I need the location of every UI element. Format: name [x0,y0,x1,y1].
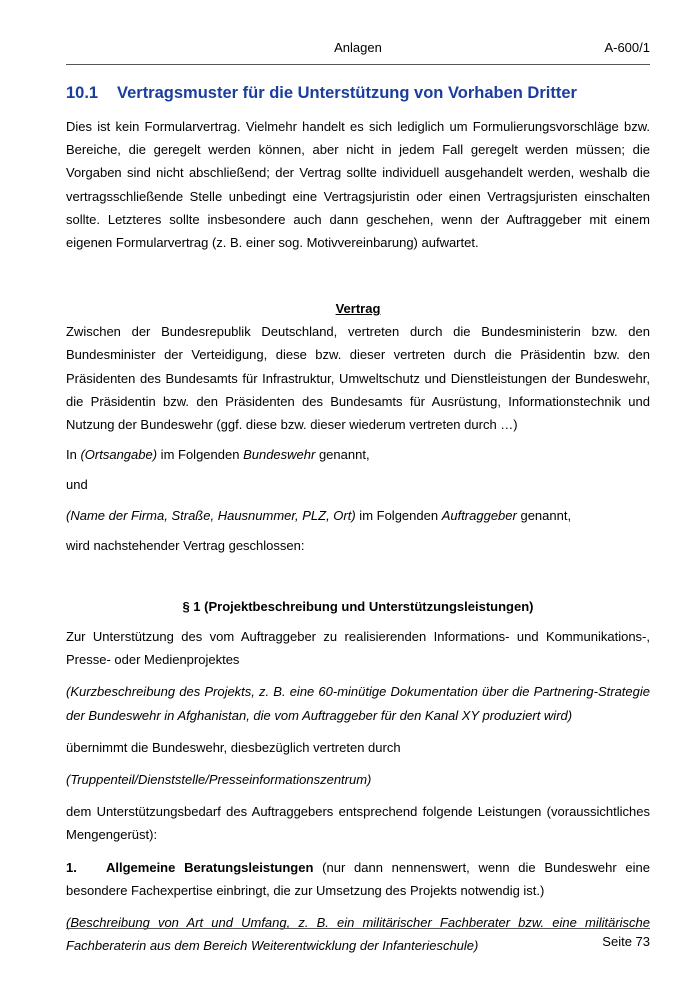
paragraph-1-text-1: Zur Unterstützung des vom Auftraggeber zu realisierenden Informations- und Kommunikations-, Presse- oder Medienprojektes [66,629,650,668]
page-header [66,40,650,60]
header-section-label: Anlagen [334,40,382,55]
paragraph-1-example-2: (Truppenteil/Dienststelle/Presseinformationszentrum) [66,772,372,788]
contract-title: Vertrag [335,301,381,317]
intro-paragraph: Dies ist kein Formularvertrag. Vielmehr handelt es sich lediglich um Formulierungsvorschläge bzw. Bereiche, die geregelt werden können, aber nicht in jedem Fall geregelt werden müssen; die Vorgaben sind nicht abschließend; der Vertrag sollte individuell ausgehandelt werden, weshalb die vertragsschließende Stelle unbedingt eine Vertragsjuristin oder einen Vertragsjuristen einschalten sollte. Letzteres sollte insbesondere auch dann geschehen, wenn der Auftraggeber mit einem eigenen Formularvertrag (z. B. einer sog. Motivvereinbarung) aufwartet. [66,119,650,251]
list-item [66,856,650,902]
header-document-code: A-600/1 [604,40,650,55]
place-placeholder: (Ortsangabe) [80,447,158,463]
paragraph-1-text-3: dem Unterstützungsbedarf des Auftraggebers entsprechend folgende Leistungen (voraussichtliches Mengengerüst): [66,804,650,843]
header-divider [66,64,650,65]
contract-und: und [66,477,88,493]
section-heading [66,84,650,103]
contract-firm-line: (Name der Firma, Straße, Hausnummer, PLZ, Ort) im Folgenden Auftraggeber genannt, [66,507,572,523]
firm-placeholder: (Name der Firma, Straße, Hausnummer, PLZ, Ort) [66,507,356,523]
section-number: 10.1 [66,84,99,102]
party-name-auftraggeber: Auftraggeber [441,507,517,523]
paragraph-1-example-3: (Beschreibung von Art und Umfang, z. B. ein militärischer Fachberater bzw. eine militärische Fachberaterin aus dem Bereich Weiterentwicklung der Infanterieschule) [66,915,650,954]
section-title: Vertragsmuster für die Unterstützung von Vorhaben Dritter [117,84,577,102]
paragraph-1-example-1: (Kurzbeschreibung des Projekts, z. B. eine 60-minütige Dokumentation über die Partnering-Strategie der Bundeswehr in Afghanistan, die vom Auftraggeber für den Kanal XY produziert wird) [66,684,650,723]
paragraph-1-title: § 1 (Projektbeschreibung und Unterstützungsleistungen) [182,599,534,615]
paragraph-1-text-2: übernimmt die Bundeswehr, diesbezüglich vertreten durch [66,739,401,755]
page-number: Seite 73 [602,934,650,949]
list-item-number: 1. [66,859,77,875]
list-item-heading: Allgemeine Beratungsleistungen [106,859,314,875]
contract-parties: Zwischen der Bundesrepublik Deutschland, vertreten durch die Bundesministerin bzw. den Bundesminister der Verteidigung, diese bzw. dieser vertreten durch die Präsidentin bzw. den Präsidenten des Bundesamts für Infrastruktur, Umweltschutz und Dienstleistungen der Bundeswehr, die Präsidentin bzw. den Präsidenten des Bundesamts für Ausrüstung, Informationstechnik und Nutzung der Bundeswehr (ggf. diese bzw. dieser wiederum vertreten durch …) [66,324,650,433]
footer-divider [66,928,650,929]
contract-location-line: In (Ortsangabe) im Folgenden Bundeswehr genannt, [66,447,370,463]
contract-closing: wird nachstehender Vertrag geschlossen: [66,537,305,553]
party-name-bundeswehr: Bundeswehr [243,447,316,463]
document-body [66,84,650,957]
list-item-text: (nur dann nennenswert, wenn die Bundeswehr eine besondere Fachexpertise einbringt, die zur Umsetzung des Projekts notwendig ist.) [66,859,650,898]
